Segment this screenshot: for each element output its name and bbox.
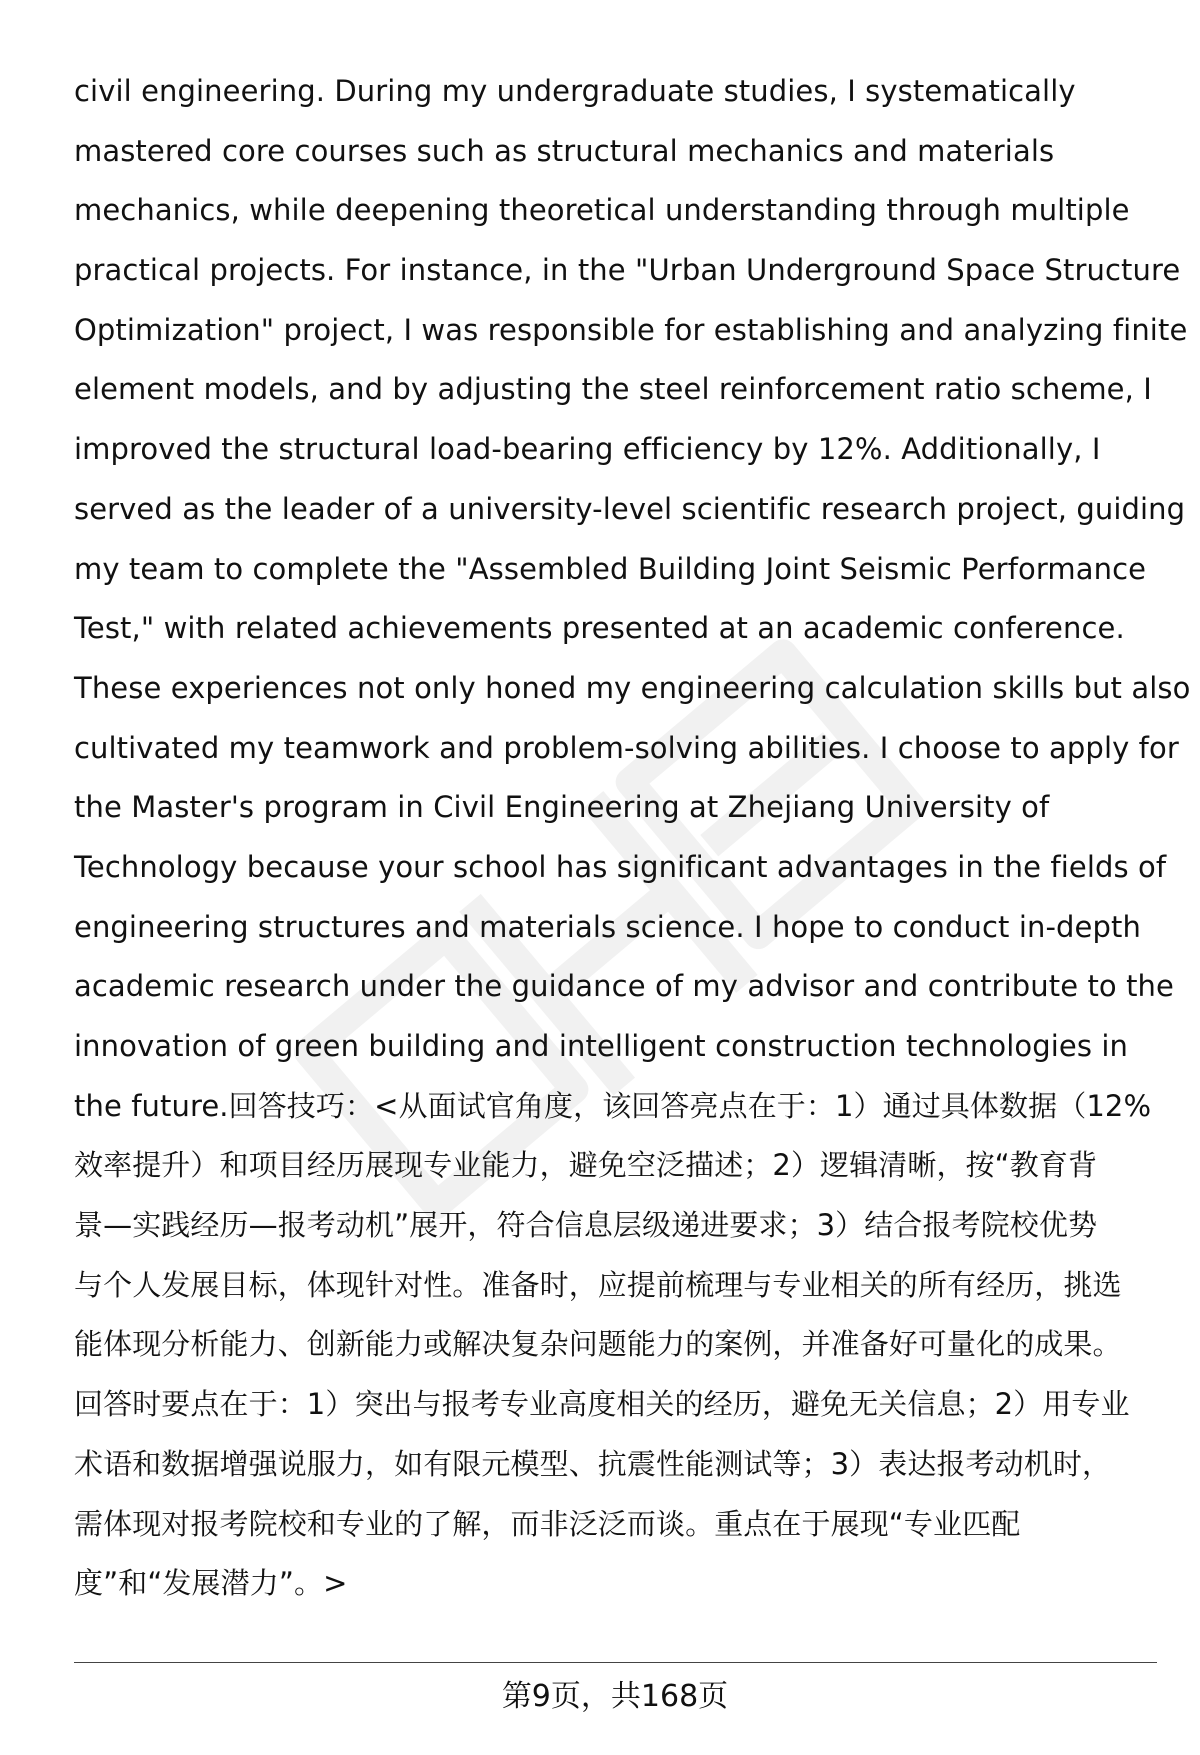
text-line: Technology because your school has significant advantages in the fields of	[74, 849, 1167, 884]
text-line: improved the structural load-bearing efficiency by 12%. Additionally, I	[74, 432, 1101, 467]
text-line: 需体现对报考院校和专业的了解，而非泛泛而谈。重点在于展现“专业匹配	[74, 1506, 1021, 1541]
text-line: 景—实践经历—报考动机”展开，符合信息层级递进要求；3）结合报考院校优势	[74, 1208, 1098, 1243]
text-line: Optimization" project, I was responsible for establishing and analyzing finite	[74, 312, 1188, 347]
text-line: 度”和“发展潜力”。>	[74, 1566, 348, 1601]
footer-divider	[74, 1662, 1157, 1663]
text-line: civil engineering. During my undergraduate studies, I systematically	[74, 74, 1076, 108]
text-line: innovation of green building and intelligent construction technologies in	[74, 1029, 1128, 1063]
text-line: 与个人发展目标，体现针对性。准备时，应提前梳理与专业相关的所有经历，挑选	[74, 1267, 1122, 1302]
text-line: Test," with related achievements presented at an academic conference.	[74, 611, 1125, 646]
text-line: the future.回答技巧：<从面试官角度，该回答亮点在于：1）通过具体数据（12%	[74, 1088, 1152, 1123]
document-body	[74, 62, 1191, 1614]
text-line: engineering structures and materials science. I hope to conduct in-depth	[74, 909, 1141, 944]
text-line: academic research under the guidance of my advisor and contribute to the	[74, 969, 1174, 1004]
text-line: my team to complete the "Assembled Building Joint Seismic Performance	[74, 551, 1147, 586]
text-line: element models, and by adjusting the steel reinforcement ratio scheme, I	[74, 372, 1152, 407]
text-line: These experiences not only honed my engineering calculation skills but also	[74, 670, 1191, 705]
text-line: the Master's program in Civil Engineering at Zhejiang University of	[74, 790, 1050, 825]
text-line: cultivated my teamwork and problem-solving abilities. I choose to apply for	[74, 730, 1179, 765]
text-line: mechanics, while deepening theoretical understanding through multiple	[74, 193, 1130, 228]
text-line: 回答时要点在于：1）突出与报考专业高度相关的经历，避免无关信息；2）用专业	[74, 1387, 1130, 1422]
text-line: practical projects. For instance, in the "Urban Underground Space Structure	[74, 253, 1181, 288]
text-line: 效率提升）和项目经历展现专业能力，避免空泛描述；2）逻辑清晰，按“教育背	[74, 1148, 1098, 1183]
text-line: 术语和数据增强说服力，如有限元模型、抗震性能测试等；3）表达报考动机时，	[74, 1446, 1112, 1481]
text-line: served as the leader of a university-level scientific research project, guiding	[74, 491, 1186, 526]
text-line: mastered core courses such as structural mechanics and materials	[74, 133, 1055, 168]
text-line: 能体现分析能力、创新能力或解决复杂问题能力的案例，并准备好可量化的成果。	[74, 1327, 1122, 1362]
page-number: 第9页，共168页	[501, 1679, 729, 1714]
